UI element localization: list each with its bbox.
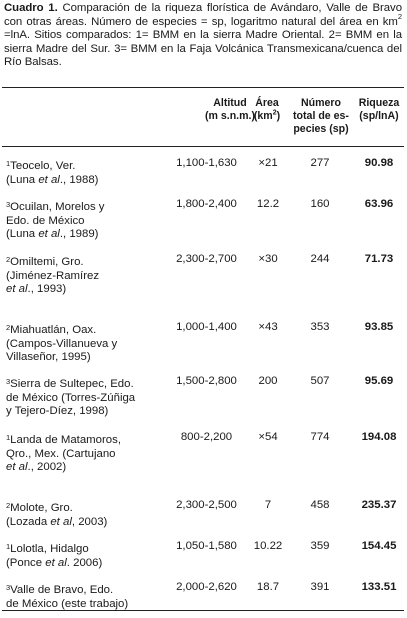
site-cell xyxy=(6,253,156,297)
site-region-superscript: 3 xyxy=(6,200,11,209)
site-region-superscript: 2 xyxy=(6,255,11,264)
caption-text: Comparación de la riqueza florística de Avándaro, Valle de Bravo con otras áreas. Número de especies = sp, logaritmo natural del área en km xyxy=(4,2,402,28)
site-region-superscript: 2 xyxy=(6,501,11,510)
header-numero-line1: Número xyxy=(300,97,342,109)
site-detail: (Campos-Villanueva y xyxy=(6,337,118,350)
reference-year: ., 1989) xyxy=(59,228,99,241)
species-count-cell: 353 xyxy=(310,321,330,333)
header-numero xyxy=(290,97,352,136)
table-caption xyxy=(4,2,402,70)
altitud-cell: 2,300-2,500 xyxy=(176,499,237,511)
richness-cell: 63.96 xyxy=(364,198,394,210)
reference-et-al: et al xyxy=(50,515,72,528)
site-reference xyxy=(6,516,156,530)
site-reference xyxy=(6,228,156,242)
species-count-cell: 391 xyxy=(310,581,330,593)
reference-year: ., 2002) xyxy=(27,461,67,474)
richness-cell: 194.08 xyxy=(361,431,397,443)
altitud-cell: 1,500-2,800 xyxy=(176,375,237,387)
site-cell xyxy=(6,540,156,570)
richness-cell: 90.98 xyxy=(364,157,394,169)
site-detail: de México (Torres-Zúñiga xyxy=(6,391,136,404)
table-top-rule xyxy=(2,87,404,88)
site-name xyxy=(6,540,156,557)
header-riqueza xyxy=(352,97,406,123)
species-count-cell: 244 xyxy=(310,253,330,265)
species-count-cell: 359 xyxy=(310,540,330,552)
header-area-close: ) xyxy=(276,110,281,122)
site-name-text: Landa de Matamoros, xyxy=(10,434,121,446)
site-cell xyxy=(6,198,156,242)
site-detail: Qro., Mex. (Cartujano xyxy=(6,447,116,460)
species-count-cell: 277 xyxy=(310,157,330,169)
site-cell xyxy=(6,321,156,365)
site-name-text: Teocelo, Ver. xyxy=(10,160,76,172)
altitud-cell: 1,800-2,400 xyxy=(176,198,237,210)
altitud-cell: 2,000-2,620 xyxy=(176,581,237,593)
area-cell: 12.2 xyxy=(256,198,280,210)
richness-cell: 93.85 xyxy=(364,321,394,333)
site-name xyxy=(6,157,156,174)
area-cell: ×54 xyxy=(258,431,278,443)
site-region-superscript: 1 xyxy=(6,542,11,551)
reference-et-al: et al xyxy=(6,461,28,474)
area-cell: 200 xyxy=(258,375,278,387)
site-name-text: Valle de Bravo, Edo. xyxy=(10,584,114,596)
altitud-cell: 1,100-1,630 xyxy=(176,157,237,169)
reference-text: (Luna xyxy=(6,228,39,241)
reference-et-al: et al xyxy=(38,173,60,186)
header-riqueza-line1: Riqueza xyxy=(358,97,400,109)
reference-et-al: et al xyxy=(6,283,28,296)
site-region-superscript: 2 xyxy=(6,323,11,332)
site-cell xyxy=(6,157,156,187)
site-cell xyxy=(6,581,156,611)
reference-text: y Tejero-Díez, 1998) xyxy=(6,405,109,418)
area-cell: 7 xyxy=(264,499,272,511)
site-reference xyxy=(6,405,156,419)
area-cell: 10.22 xyxy=(253,540,283,552)
site-name xyxy=(6,375,156,392)
site-detail: Edo. de México xyxy=(6,214,85,227)
reference-text: de México (este trabajo) xyxy=(6,597,129,610)
altitud-cell: 1,000-1,400 xyxy=(176,321,237,333)
site-region-superscript: 3 xyxy=(6,583,11,592)
richness-cell: 154.45 xyxy=(361,540,397,552)
header-riqueza-line2: (sp/lnA) xyxy=(359,110,399,122)
reference-text: (Luna xyxy=(6,173,39,186)
table-bottom-rule xyxy=(2,610,404,611)
header-numero-line2: total de es- xyxy=(293,110,349,122)
site-reference xyxy=(6,557,156,571)
site-name-text: Sierra de Sultepec, Edo. xyxy=(10,378,134,390)
site-region-superscript: 1 xyxy=(6,433,11,442)
species-count-cell: 507 xyxy=(310,375,330,387)
caption-text-2: =lnA. Sitios comparados: 1= BMM en la sierra Madre Oriental. 2= BMM en la sierra Madre del Sur. 3= BMM en la Faja Volcánica Transmexicana/cuenca del Río Balsas. xyxy=(4,29,402,69)
header-numero-line3: pecies (sp) xyxy=(293,123,349,135)
site-cell xyxy=(6,431,156,475)
area-cell: ×21 xyxy=(258,157,278,169)
header-area-sup: 2 xyxy=(272,109,277,117)
site-name xyxy=(6,198,156,215)
reference-et-al: et al xyxy=(38,228,60,241)
site-name xyxy=(6,253,156,270)
site-name-text: Miahuatlán, Oax. xyxy=(10,324,97,336)
altitud-cell: 800-2,200 xyxy=(180,431,233,443)
site-region-superscript: 1 xyxy=(6,159,11,168)
site-name-text: Ocuilan, Morelos y xyxy=(10,201,105,213)
reference-et-al: et al xyxy=(45,556,67,569)
site-name-text: Omiltemi, Gro. xyxy=(10,256,84,268)
area-cell: ×43 xyxy=(258,321,278,333)
header-altitud-line2: (m s.n.m.) xyxy=(204,110,256,122)
caption-superscript: 2 xyxy=(397,11,402,21)
site-reference xyxy=(6,174,156,188)
header-altitud-line1: Altitud xyxy=(213,97,247,109)
altitud-cell: 1,050-1,580 xyxy=(176,540,237,552)
table-header-rule xyxy=(2,146,404,147)
site-detail: (Jiménez-Ramírez xyxy=(6,269,100,282)
site-name-text: Lolotla, Hidalgo xyxy=(10,543,89,555)
reference-year: ., 1993) xyxy=(27,283,67,296)
header-area-unit: (km xyxy=(253,110,273,122)
area-cell: 18.7 xyxy=(256,581,280,593)
species-count-cell: 774 xyxy=(310,431,330,443)
richness-cell: 95.69 xyxy=(364,375,394,387)
site-region-superscript: 3 xyxy=(6,377,11,386)
site-cell xyxy=(6,499,156,529)
caption-label: Cuadro 1. xyxy=(4,2,58,14)
site-name xyxy=(6,499,156,516)
altitud-cell: 2,300-2,700 xyxy=(176,253,237,265)
reference-year: , 2003) xyxy=(71,515,108,528)
species-count-cell: 458 xyxy=(310,499,330,511)
reference-year: ., 1988) xyxy=(59,173,99,186)
site-name xyxy=(6,581,156,598)
header-area-line2 xyxy=(245,110,289,123)
reference-text: (Lozada xyxy=(6,515,51,528)
site-name xyxy=(6,431,156,448)
reference-year: . 2006) xyxy=(66,556,103,569)
reference-text: (Ponce xyxy=(6,556,46,569)
header-area-line1: Área xyxy=(255,97,279,109)
richness-cell: 133.51 xyxy=(361,581,397,593)
site-reference xyxy=(6,351,156,365)
site-reference xyxy=(6,283,156,297)
reference-text: Villaseñor, 1995) xyxy=(6,351,91,364)
site-name xyxy=(6,321,156,338)
area-cell: ×30 xyxy=(258,253,278,265)
site-cell xyxy=(6,375,156,419)
species-count-cell: 160 xyxy=(310,198,330,210)
richness-cell: 235.37 xyxy=(361,499,397,511)
richness-cell: 71.73 xyxy=(364,253,394,265)
header-area xyxy=(245,97,289,123)
site-name-text: Molote, Gro. xyxy=(10,502,73,514)
site-reference xyxy=(6,461,156,475)
